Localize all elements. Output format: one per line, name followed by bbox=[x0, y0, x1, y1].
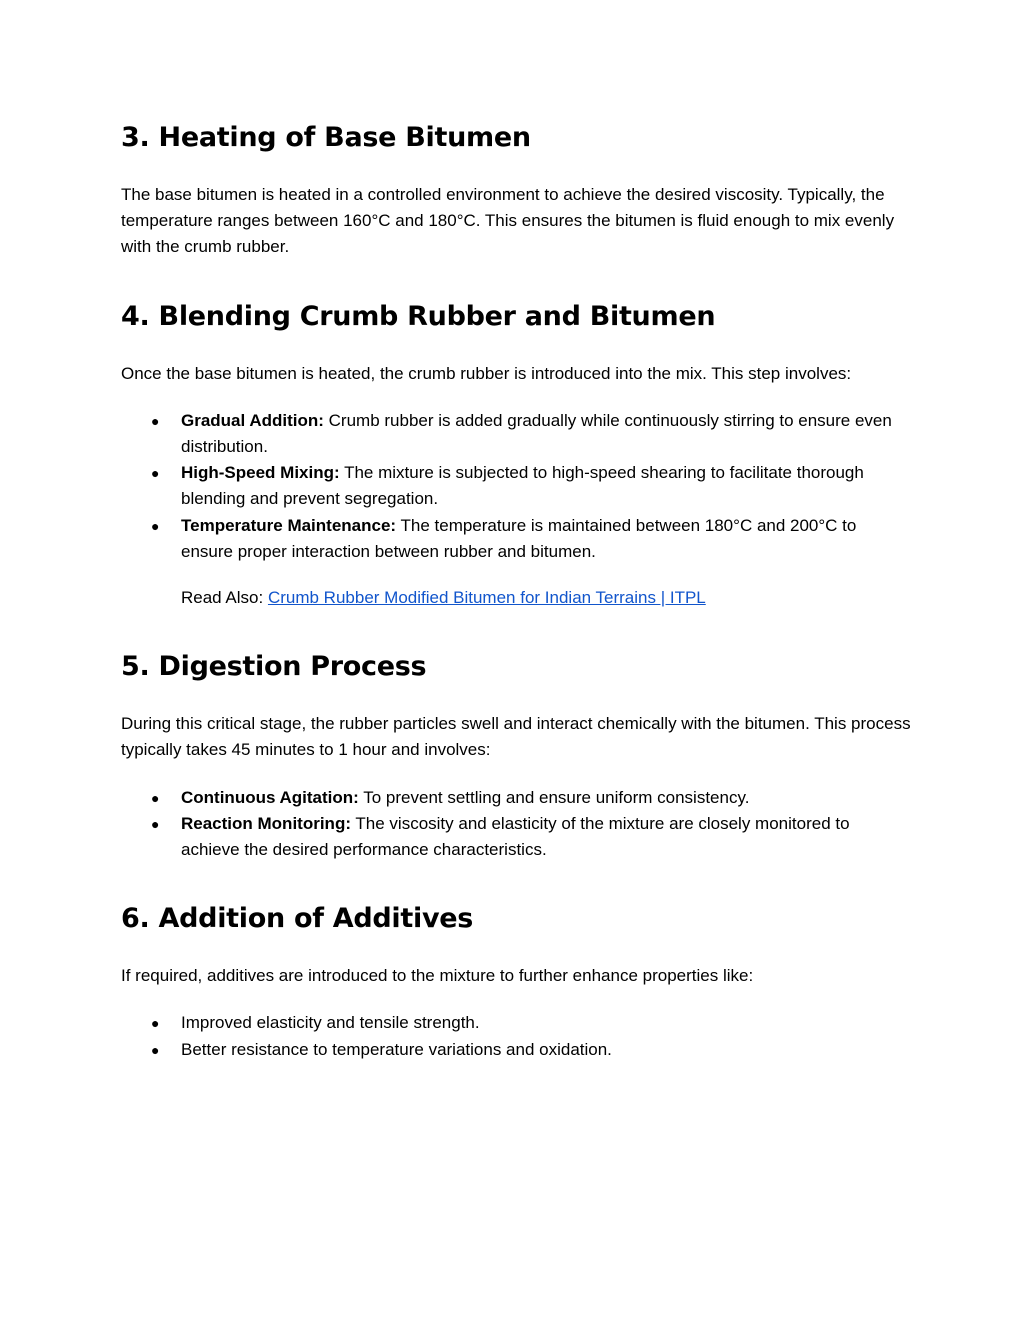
bullet-icon: ● bbox=[151, 1041, 160, 1058]
list-item-term: Continuous Agitation: bbox=[181, 787, 359, 807]
list-item bbox=[121, 513, 911, 565]
list-item-text: The viscosity and elasticity of the mixture are closely monitored to achieve the desired performance characteristics. bbox=[181, 813, 850, 860]
bullet-icon: ● bbox=[151, 1015, 160, 1032]
read-also-link[interactable]: Crumb Rubber Modified Bitumen for Indian Terrains | ITPL bbox=[267, 588, 706, 608]
list-item bbox=[121, 1037, 911, 1063]
list-item-term: High-Speed Mixing: bbox=[181, 463, 340, 483]
bullet-icon: ● bbox=[151, 789, 160, 806]
section-heading: 6. Addition of Additives bbox=[121, 903, 474, 935]
bullet-list bbox=[121, 785, 911, 864]
list-item-term: Reaction Monitoring: bbox=[181, 813, 351, 833]
section-heading: 5. Digestion Process bbox=[121, 651, 427, 683]
bullet-icon: ● bbox=[151, 412, 160, 429]
section-paragraph: During this critical stage, the rubber particles swell and interact chemically with the bitumen. This process typically takes 45 minutes to 1 hour and involves: bbox=[121, 714, 911, 760]
list-item-term: Gradual Addition: bbox=[181, 410, 324, 430]
list-item-text: Improved elasticity and tensile strength. bbox=[181, 1013, 480, 1033]
read-also-label: Read Also: bbox=[181, 588, 268, 608]
bullet-icon: ● bbox=[151, 465, 160, 482]
read-also bbox=[121, 585, 911, 611]
bullet-list bbox=[121, 1010, 911, 1062]
section-paragraph: Once the base bitumen is heated, the crumb rubber is introduced into the mix. This step involves: bbox=[121, 363, 852, 383]
bullet-icon: ● bbox=[151, 517, 160, 534]
list-item-text: Better resistance to temperature variations and oxidation. bbox=[181, 1039, 612, 1059]
bullet-list bbox=[121, 408, 911, 565]
section-heading: 3. Heating of Base Bitumen bbox=[121, 122, 531, 153]
list-item bbox=[121, 785, 911, 811]
section-paragraph: The base bitumen is heated in a controlled environment to achieve the desired viscosity. Typically, the temperature ranges between 160°C and 180°C. This ensures the bitumen is fluid enough to mix evenly with the crumb rubber. bbox=[121, 185, 895, 257]
list-item bbox=[121, 1010, 911, 1036]
list-item-text: The mixture is subjected to high-speed shearing to facilitate thorough blending and prevent segregation. bbox=[181, 463, 864, 509]
list-item-term: Temperature Maintenance: bbox=[181, 515, 397, 535]
list-item bbox=[121, 408, 911, 460]
list-item bbox=[121, 811, 911, 863]
list-item-text: Crumb rubber is added gradually while continuously stirring to ensure even distribution. bbox=[181, 410, 892, 457]
list-item bbox=[121, 460, 911, 512]
list-item-text: To prevent settling and ensure uniform consistency. bbox=[358, 787, 750, 807]
document-content bbox=[121, 118, 911, 1063]
section-heading: 4. Blending Crumb Rubber and Bitumen bbox=[121, 300, 716, 332]
section-paragraph: If required, additives are introduced to the mixture to further enhance properties like: bbox=[121, 966, 754, 986]
bullet-icon: ● bbox=[151, 815, 160, 832]
list-item-text: The temperature is maintained between 180°C and 200°C to ensure proper interaction between rubber and bitumen. bbox=[181, 515, 857, 561]
